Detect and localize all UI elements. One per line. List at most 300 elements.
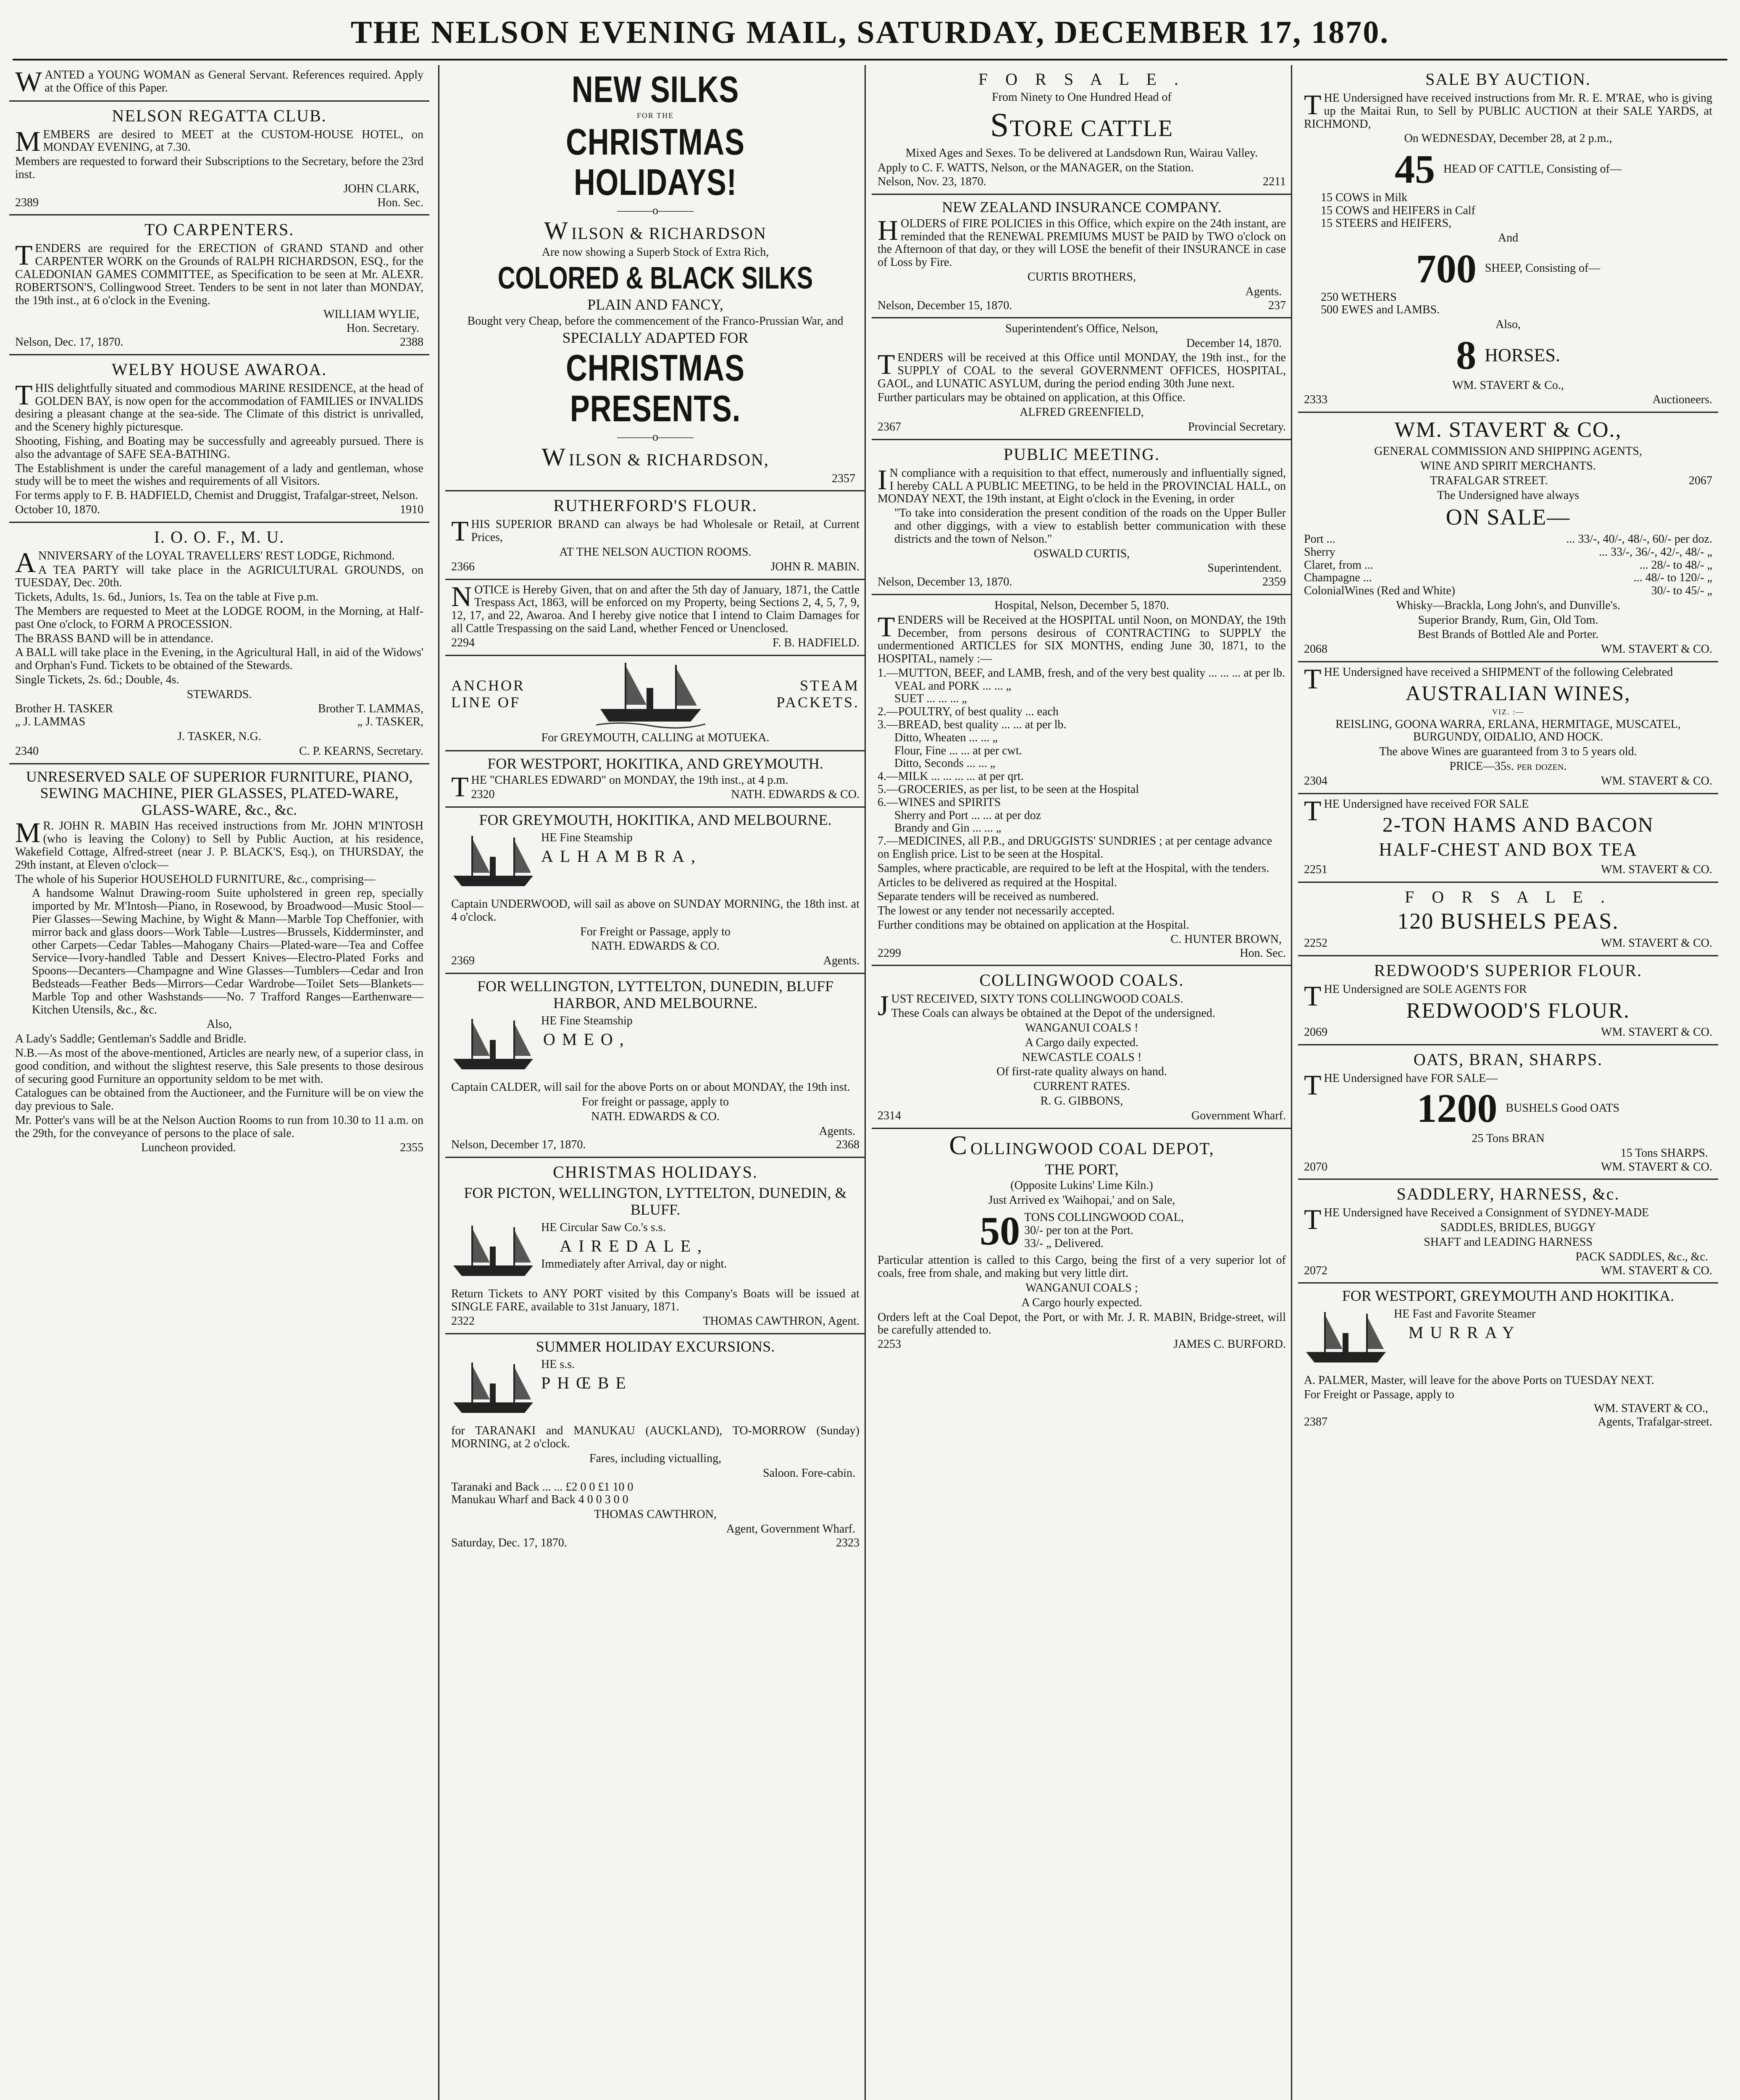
ad-text: HE Undersigned have Received a Consignment of SYDNEY-MADE [1324, 1206, 1649, 1220]
hospital-item: Brandy and Gin ... ... „ [894, 822, 1001, 835]
ad-text: 33/- „ Delivered. [1024, 1236, 1104, 1250]
ad-text: HE Fine Steamship [541, 831, 633, 845]
signature: CURTIS BROTHERS, [1027, 270, 1136, 284]
ad-sale-by-auction [1298, 65, 1718, 413]
ad-text: A Cargo daily expected. [1025, 1036, 1139, 1049]
ad-text: For Freight or Passage, apply to [580, 925, 731, 938]
ad-text: Best Brands of Bottled Ale and Porter. [1417, 628, 1599, 641]
signature: JOHN CLARK, [343, 182, 419, 195]
drop-cap: W [544, 216, 569, 244]
ad-text: These Coals can always be obtained at the Depot of the undersigned. [891, 1007, 1215, 1020]
ship-name: OMEO, [543, 1030, 631, 1049]
drop-cap: T [1304, 663, 1322, 695]
ad-text: UST RECEIVED, SIXTY TONS COLLINGWOOD COALS. [891, 992, 1183, 1006]
signature-title: Government Wharf. [1191, 1109, 1286, 1122]
ad-title: OLLINGWOOD COAL DEPOT, [970, 1139, 1214, 1158]
ad-title: SUMMER HOLIDAY EXCURSIONS. [536, 1338, 775, 1355]
signature-title: Hon. Sec. [377, 196, 423, 209]
ad-number: 2304 [1304, 774, 1327, 788]
signature: R. G. GIBBONS, [1040, 1095, 1123, 1108]
signature: JAMES C. BURFORD. [1173, 1338, 1286, 1351]
wine-row [1304, 533, 1712, 546]
ad-text: HEAD OF CATTLE, Consisting of— [1443, 162, 1622, 176]
ad-murray [1298, 1284, 1718, 1434]
steamship-icon [451, 832, 535, 895]
ad-text: On WEDNESDAY, December 28, at 2 p.m., [1404, 132, 1612, 145]
ad-number: 2070 [1304, 1160, 1327, 1173]
ad-text: Single Tickets, 2s. 6d.; Double, 4s. [15, 673, 179, 686]
ad-text: The Members are requested to Meet at the LODGE ROOM, in the Morning, at Half-past One o'clock, to FORM A PROCESSION. [15, 604, 423, 631]
signature-title: Agents, Trafalgar-street. [1598, 1415, 1712, 1429]
ad-text: FOR THE [636, 111, 674, 120]
ad-text: N compliance with a requisition to that effect, numerously and influentially signed, I hereby CALL A PUBLIC MEETING, to be held in the PROVINCIAL HALL, on MONDAY NEXT, the 19th instant, at Eight o'clock in the Evening, in order [878, 466, 1286, 506]
ad-text: 25 Tons BRAN [1472, 1132, 1545, 1145]
ship-name: ALHAMBRA, [541, 846, 702, 866]
ad-number: 2367 [878, 420, 901, 433]
ad-text: NEWCASTLE COALS ! [1022, 1050, 1142, 1064]
ad-text: From Ninety to One Hundred Head of [992, 91, 1172, 104]
steamship-icon [451, 1015, 535, 1078]
list-item: 250 WETHERS [1321, 290, 1397, 304]
ad-insurance [872, 195, 1292, 318]
hospital-item: 7.—MEDICINES, all P.B., and DRUGGISTS' SUNDRIES ; at per centage advance on English price. List to be seen at the Hospital. [878, 835, 1272, 861]
wine-price: ... 33/-, 40/-, 48/-, 60/- per doz. [1566, 532, 1712, 546]
ad-text: Members are requested to forward their Subscriptions to the Secretary, before the 23rd inst. [15, 155, 423, 181]
ad-number: 2387 [1304, 1415, 1327, 1429]
ad-wanted [9, 65, 429, 102]
signature: WILLIAM WYLIE, [323, 308, 419, 321]
ad-number-large: 700 [1416, 246, 1477, 291]
ad-title: CHRISTMAS HOLIDAYS. [553, 1163, 758, 1182]
ad-text: A BALL will take place in the Evening, in the Agricultural Hall, in aid of the Widows' and Orphan's Fund. Tickets to be obtained of the Stewards. [15, 646, 423, 672]
ad-text: HE Undersigned have received a SHIPMENT of the following Celebrated [1324, 666, 1673, 679]
ad-text: Catalogues can be obtained from the Auctioneer, and the Furniture will be on view the day previous to Sale. [15, 1087, 423, 1113]
ad-title: F O R S A L E . [1405, 887, 1611, 906]
ad-number: 2211 [1263, 175, 1286, 189]
ad-text: The Establishment is under the careful management of a lady and gentleman, whose study will be to meet the wishes and requirements of all Visitors. [15, 462, 423, 488]
ad-text: The lowest or any tender not necessarily accepted. [878, 904, 1115, 918]
ad-omeo [445, 974, 865, 1158]
drop-cap: T [15, 239, 33, 271]
hospital-item: 4.—MILK ... ... ... ... at per qrt. [878, 770, 1024, 783]
ad-number: 1910 [400, 503, 423, 516]
hospital-item: Ditto, Seconds ... ... „ [894, 757, 996, 770]
ad-text: for TARANAKI and MANUKAU (AUCKLAND), TO-MORROW (Sunday) MORNING, at 2 o'clock. [451, 1424, 859, 1451]
ad-hams-bacon [1298, 794, 1718, 883]
ad-number-large: 45 [1395, 147, 1435, 192]
ad-date: Nelson, December 13, 1870. [878, 575, 1012, 589]
ad-date: Nelson, Nov. 23, 1870. [878, 175, 986, 189]
ad-text: SHEEP, Consisting of— [1485, 262, 1601, 275]
ad-date: Saturday, Dec. 17, 1870. [451, 1536, 567, 1549]
steward: Brother H. TASKER [15, 702, 113, 716]
ad-title: NELSON REGATTA CLUB. [112, 106, 327, 125]
wine-row [1304, 559, 1712, 572]
steward: Brother T. LAMMAS, [318, 702, 423, 716]
signature-title: Hon. Sec. [1240, 946, 1286, 960]
ad-title: FOR WELLINGTON, LYTTELTON, DUNEDIN, BLUFF HARBOR, AND MELBOURNE. [477, 978, 834, 1011]
ad-text: HE Undersigned have FOR SALE— [1324, 1071, 1498, 1085]
ad-text: The Undersigned have always [1437, 488, 1580, 502]
ad-text: BUSHELS Good OATS [1506, 1101, 1620, 1115]
hospital-item: SUET ... ... ... „ [894, 692, 967, 706]
wine-row [1304, 572, 1712, 585]
wine-price: ... 48/- to 120/- „ [1633, 571, 1712, 585]
ad-text: WINE AND SPIRIT MERCHANTS. [1420, 459, 1596, 473]
ad-date: Nelson, December 15, 1870. [878, 299, 1012, 312]
ad-text: Particular attention is called to this Cargo, being the first of a very superior lot of coals, free from shale, and making but very little dirt. [878, 1254, 1286, 1280]
wine-price: ... 33/-, 36/-, 42/-, 48/- „ [1599, 545, 1712, 559]
ad-date: October 10, 1870. [15, 503, 100, 516]
ad-text: TRAFALGAR STREET. [1430, 474, 1548, 487]
firm-name: ILSON & RICHARDSON, [568, 450, 769, 469]
ad-text: Further conditions may be obtained on application at the Hospital. [878, 919, 1189, 932]
ad-phoebe [445, 1334, 865, 1555]
ad-text: Articles to be delivered as required at the Hospital. [878, 876, 1117, 889]
ad-text: CURRENT RATES. [1033, 1080, 1130, 1093]
signature: WM. STAVERT & CO. [1601, 1160, 1712, 1173]
column-3 [872, 65, 1292, 2100]
ad-text: PACK SADDLES, &c., &c. [1575, 1250, 1708, 1263]
ad-text: Captain CALDER, will sail for the above Ports on or about MONDAY, the 19th inst. [451, 1081, 850, 1094]
ad-text: For freight or passage, apply to [582, 1095, 729, 1109]
drop-cap: W [15, 66, 42, 97]
ad-number: 2320 [471, 788, 495, 801]
ad-text: SPECIALLY ADAPTED FOR [562, 329, 749, 346]
column-1 [9, 65, 429, 2100]
drop-cap: T [451, 515, 469, 547]
signature-title: Agents. [823, 954, 859, 968]
steamship-icon [451, 1221, 535, 1284]
ad-text: ANCHOR [451, 677, 526, 694]
ad-headline: CHRISTMAS PRESENTS. [566, 347, 745, 429]
ad-number-large: 1200 [1417, 1086, 1498, 1131]
ad-text: The above Wines are guaranteed from 3 to 5 years old. [1379, 745, 1637, 759]
ad-number-large: 50 [980, 1208, 1020, 1253]
signature: WM. STAVERT & CO., [1594, 1402, 1708, 1415]
ad-number: 2389 [15, 196, 39, 209]
drop-cap: T [1304, 89, 1322, 121]
hospital-item: Ditto, Wheaten ... ... „ [894, 731, 998, 744]
ad-text: PRICE—35s. per dozen. [1449, 760, 1567, 773]
signature-title: Agent, Government Wharf. [726, 1522, 855, 1536]
ad-airedale [445, 1158, 865, 1334]
drop-cap: H [878, 214, 899, 246]
ad-text: N.B.—As most of the above-mentioned, Articles are nearly new, of a superior class, in good condition, and without the slightest reserve, this Sale presents to those desirous of securing good Furniture an opportunity seldom to be met with. [15, 1047, 423, 1086]
ad-text: HE Undersigned have received FOR SALE [1324, 797, 1529, 811]
ad-text: STEAM [799, 677, 859, 694]
ship-name: PHŒBE [541, 1373, 633, 1393]
drop-cap: T [1304, 1068, 1322, 1101]
hospital-item: 1.—MUTTON, BEEF, and LAMB, fresh, and of the very best quality ... ... ... at per lb. [878, 666, 1285, 680]
ad-collingwood-coals [872, 966, 1292, 1129]
ad-title: WELBY HOUSE AWAROA. [111, 360, 327, 379]
ad-text: SADDLES, BRIDLES, BUGGY [1440, 1221, 1596, 1234]
ad-number: 2253 [878, 1338, 901, 1351]
ad-number: 2333 [1304, 393, 1327, 407]
ad-text: WANGANUI COALS ! [1025, 1021, 1138, 1035]
ad-silks [445, 65, 865, 491]
ad-number-large: 8 [1456, 332, 1477, 378]
masthead-rule [13, 59, 1727, 60]
wine-name: Claret, from ... [1304, 558, 1373, 572]
signature: F. B. HADFIELD. [773, 636, 859, 649]
ad-text: Shooting, Fishing, and Boating may be successfully and agreeably pursued. There is also the advantage of SAFE SEA-BATHING. [15, 434, 423, 461]
ad-text: "To take into consideration the present condition of the roads on the Upper Buller and other diggings, with a view to establish better communication with these districts and the town of Nelson." [894, 507, 1286, 546]
drop-cap: I [878, 463, 887, 496]
steward: J. TASKER, N.G. [177, 730, 261, 743]
drop-cap: T [878, 610, 895, 643]
ad-headline: ON SALE— [1446, 504, 1571, 530]
ad-title: I. O. O. F., M. U. [154, 527, 285, 546]
signature: ALFRED GREENFIELD, [1020, 406, 1144, 419]
ad-number: 2067 [1689, 474, 1712, 487]
ad-anchor-line [445, 656, 865, 752]
ad-redwood-flour [1298, 956, 1718, 1045]
signature: WM. STAVERT & CO. [1601, 1264, 1712, 1277]
ad-number: 2355 [400, 1141, 423, 1154]
ad-text: Apply to C. F. WATTS, Nelson, or the MANAGER, on the Station. [878, 161, 1194, 174]
ad-headline: COLORED & BLACK SILKS [497, 260, 813, 295]
hospital-item: Sherry and Port ... ... at per doz [894, 808, 1041, 822]
ad-number: 2323 [836, 1536, 859, 1549]
ad-trespass [445, 580, 865, 656]
ad-charles-edward [445, 751, 865, 807]
ad-text: HIS delightfully situated and commodious MARINE RESIDENCE, at the head of GOLDEN BAY, is now open for the accommodation of FAMILIES or INVALIDS desiring a pleasant change at the sea-side. The Climate of this district is unrivalled, and the Scenery highly picturesque. [15, 381, 423, 434]
masthead: THE NELSON EVENING MAIL, SATURDAY, DECEMBER 17, 1870. [350, 15, 1390, 50]
ad-text: HORSES. [1485, 344, 1560, 365]
drop-cap: T [1304, 794, 1322, 827]
ad-text: GENERAL COMMISSION AND SHIPPING AGENTS, [1374, 445, 1642, 458]
ad-welby-house [9, 355, 429, 523]
signature: WM. STAVERT & Co., [1452, 378, 1564, 392]
ad-headline: 2-TON HAMS AND BACON [1382, 813, 1654, 837]
ad-store-cattle: F O R S A L E . From Ninety to One Hundred Head of STORE CATTLE Mixed Ages and Sexes. To be delivered at Landsdown Run, Wairau Valley. Apply to C. F. WATTS, Nelson, or the MANAGER, on the Station. Nelson, Nov. 23, 1870. 2211 [872, 65, 1292, 195]
ad-text: REISLING, GOONA WARRA, ERLANA, HERMITAGE, MUSCATEL, BURGUNDY, OIDALIO, AND HOCK. [1335, 717, 1681, 744]
signature: WM. STAVERT & CO. [1601, 1025, 1712, 1039]
signature: JOHN R. MABIN. [770, 560, 859, 573]
ad-flour [445, 491, 865, 580]
ad-text: ENDERS will be received at this Office until MONDAY, the 19th inst., for the SUPPLY of COAL to the several GOVERNMENT OFFICES, HOSPITAL, GAOL, and LUNATIC ASYLUM, during the period ending 30th June next. [878, 351, 1286, 390]
ad-date: Nelson, December 17, 1870. [451, 1138, 586, 1152]
ad-text: HE Fine Steamship [541, 1014, 633, 1028]
ad-text: Also, [207, 1018, 232, 1031]
separator: ———o——— [617, 204, 694, 218]
ad-text: EMBERS are desired to MEET at the CUSTOM-HOUSE HOTEL, on MONDAY EVENING, at 7.30. [43, 128, 423, 154]
drop-cap: T [1304, 1203, 1322, 1236]
ad-number: 2252 [1304, 937, 1327, 950]
ad-title: OATS, BRAN, SHARPS. [1413, 1050, 1603, 1069]
ad-title: FOR WESTPORT, GREYMOUTH AND HOKITIKA. [1342, 1287, 1674, 1305]
ad-number: 2069 [1304, 1025, 1327, 1039]
ad-text: NNIVERSARY of the LOYAL TRAVELLERS' REST LODGE, Richmond. [38, 549, 395, 562]
ad-oddfellows [9, 523, 429, 764]
ad-number: 2369 [451, 954, 475, 968]
ad-text: TONS COLLINGWOOD COAL, [1024, 1211, 1184, 1224]
ad-text: THE PORT, [1045, 1160, 1119, 1178]
ad-text: Further particulars may be obtained on application, at this Office. [878, 391, 1185, 404]
ad-hospital [872, 595, 1292, 966]
ad-title: SALE BY AUCTION. [1425, 70, 1591, 89]
wine-name: Port ... [1304, 532, 1335, 546]
drop-cap: N [451, 580, 472, 612]
ad-number: 2340 [15, 744, 39, 758]
ad-text: A Cargo hourly expected. [1021, 1296, 1142, 1309]
ad-text: HE "CHARLES EDWARD" on MONDAY, the 19th inst., at 4 p.m. [471, 773, 789, 787]
ad-title: F O R S A L E . [978, 70, 1185, 89]
ad-text: SHAFT and LEADING HARNESS [1424, 1235, 1593, 1249]
signature-title: Agents. [819, 1124, 855, 1138]
ad-date: December 14, 1870. [1186, 337, 1282, 350]
ad-text: Whisky—Brackla, Long John's, and Dunville's. [1396, 598, 1620, 612]
ad-saddlery [1298, 1180, 1718, 1284]
signature-title: Superintendent. [1207, 562, 1282, 575]
list-item: 15 STEERS and HEIFERS, [1321, 217, 1452, 230]
ad-number: 2068 [1304, 643, 1327, 656]
ad-text: Return Tickets to ANY PORT visited by this Company's Boats will be issued at SINGLE FARE, available to 31st January, 1871. [451, 1287, 859, 1314]
drop-cap: W [541, 443, 566, 471]
separator: ———o——— [617, 430, 694, 444]
ad-title: RUTHERFORD'S FLOUR. [553, 496, 757, 515]
signature: THOMAS CAWTHRON, Agent. [703, 1315, 859, 1328]
ad-oats-bran [1298, 1045, 1718, 1180]
ad-text: HE s.s. [541, 1358, 575, 1371]
secretary: C. P. KEARNS, Secretary. [299, 744, 423, 758]
ad-text: OLDERS of FIRE POLICIES in this Office, which expire on the 24th instant, are reminded that the RENEWAL PREMIUMS MUST be PAID by TWO o'clock on the Afternoon of that day, or they will LOSE the benefit of their INSURANCE in case of Loss by Fire. [878, 217, 1286, 269]
ad-text: PLAIN AND FANCY, [587, 296, 723, 313]
ad-text: 15 Tons SHARPS. [1620, 1146, 1708, 1160]
ad-number: 2368 [836, 1138, 859, 1152]
ad-number: 2299 [878, 946, 901, 960]
ad-number: 2322 [451, 1315, 475, 1328]
signature: WM. STAVERT & CO. [1601, 643, 1712, 656]
ad-text: Fares, including victualling, [589, 1452, 722, 1465]
wine-name: ColonialWines (Red and White) [1304, 584, 1455, 598]
ad-title: PUBLIC MEETING. [1003, 444, 1160, 464]
signature: WM. STAVERT & CO. [1601, 774, 1712, 788]
drop-cap: T [1304, 979, 1322, 1012]
list-item: 15 COWS and HEIFERS in Calf [1321, 204, 1475, 217]
firm-name: WM. STAVERT & CO., [1394, 418, 1622, 442]
ad-text: LINE OF [451, 693, 520, 711]
ad-text: ENDERS will be Received at the HOSPITAL until Noon, on MONDAY, the 19th December, from persons desirous of CONTRACTING to SUPPLY the undermentioned ARTICLES for SIX MONTHS, ending June 30, 1871, to the HOSPITAL, namely :— [878, 613, 1286, 666]
wine-price: ... 28/- to 48/- „ [1639, 558, 1712, 572]
hospital-item: 2.—POULTRY, of best quality ... each [878, 705, 1059, 719]
ad-number: 2357 [832, 472, 855, 485]
drop-cap: T [878, 348, 895, 380]
hospital-item: Flour, Fine ... ... at per cwt. [894, 744, 1022, 757]
ad-text: HE Fast and Favorite Steamer [1394, 1307, 1536, 1320]
ad-text: Luncheon provided. [141, 1141, 236, 1154]
hospital-item: VEAL and PORK ... ... „ [894, 679, 1012, 693]
ad-text: For GREYMOUTH, CALLING at MOTUEKA. [541, 731, 770, 744]
wine-row [1304, 546, 1712, 559]
steamship-icon [596, 659, 705, 730]
ad-text: Bought very Cheap, before the commencement of the Franco-Prussian War, and [467, 314, 844, 328]
ad-date: Hospital, Nelson, December 5, 1870. [994, 598, 1169, 612]
signature: WM. STAVERT & CO. [1601, 863, 1712, 876]
ad-text: Also, [1496, 318, 1521, 331]
ad-text: HE Circular Saw Co.'s s.s. [541, 1221, 666, 1234]
ad-text: The whole of his Superior HOUSEHOLD FURNITURE, &c., comprising— [15, 872, 376, 886]
ad-text: Orders left at the Coal Depot, the Port, or with Mr. J. R. MABIN, Bridge-street, will be carefully attended to. [878, 1310, 1286, 1337]
signature: OSWALD CURTIS, [1033, 547, 1130, 560]
ad-text: VIZ. :— [1492, 707, 1524, 716]
ad-furniture-sale [9, 764, 429, 1160]
signature: WM. STAVERT & CO. [1601, 937, 1712, 950]
ad-text: HIS SUPERIOR BRAND can always be had Wholesale or Retail, at Current Prices, [471, 518, 859, 544]
ad-coal-tender [872, 318, 1292, 440]
ad-text: Mr. Potter's vans will be at the Nelson Auction Rooms to run from 10.30 to 11 a.m. on the 29th, for the conveyance of persons to the place of sale. [15, 1113, 423, 1140]
ad-text: Superior Brandy, Rum, Gin, Old Tom. [1418, 613, 1598, 627]
drop-cap: T [451, 770, 469, 803]
signature: C. HUNTER BROWN, [1170, 932, 1282, 946]
column-4 [1298, 65, 1718, 2100]
ad-headline: CHRISTMAS HOLIDAYS! [566, 121, 745, 203]
list-item: 15 COWS in Milk [1321, 191, 1408, 204]
hospital-item: 5.—GROCERIES, as per list, to be seen at the Hospital [878, 783, 1139, 796]
hospital-item: 6.—WINES and SPIRITS [878, 795, 1001, 809]
ad-text: PACKETS. [776, 693, 859, 711]
ad-text: Are now showing a Superb Stock of Extra Rich, [541, 245, 769, 259]
ad-text: Mixed Ages and Sexes. To be delivered at Landsdown Run, Wairau Valley. [905, 146, 1258, 160]
ad-alhambra [445, 808, 865, 974]
wine-row [1304, 585, 1712, 598]
ad-text: ENDERS are required for the ERECTION of GRAND STAND and other CARPENTER WORK on the Grounds of RALPH RICHARDSON, ESQ., for the CALEDONIAN GAMES COMMITTEE, as Specification to be seen at Mr. ALEXR. ROBERTSON'S, Collingwood Street. Tenders to be sent in not later than MONDAY, the 19th inst., at 6 o'clock in the Evening. [15, 242, 423, 307]
ad-text: Superintendent's Office, Nelson, [1005, 322, 1158, 336]
ad-title: COLLINGWOOD COALS. [979, 971, 1184, 990]
ad-text: 30/- per ton at the Port. [1024, 1224, 1133, 1237]
ad-text: (Opposite Lukins' Lime Kiln.) [1010, 1179, 1153, 1192]
ad-text: OTICE is Hereby Given, that on and after the 5th day of January, 1871, the Cattle Trespass Act, 1863, will be enforced on my Property, being Sections 2, 4, 5, 7, 9, 12, 17, and 22, Awaroa. And I hereby give notice that I intend to Claim Damages for all Cattle Trespassing on the said Land, whether Fenced or Unenclosed. [451, 583, 859, 635]
ad-headline: TORE CATTLE [1009, 115, 1174, 142]
ad-text: AT THE NELSON AUCTION ROOMS. [559, 545, 752, 559]
ad-headline: HALF-CHEST AND BOX TEA [1379, 839, 1637, 860]
ad-title: FOR PICTON, WELLINGTON, LYTTELTON, DUNEDIN, & BLUFF. [464, 1184, 847, 1218]
drop-cap: C [949, 1130, 968, 1160]
ad-text: Of first-rate quality always on hand. [996, 1065, 1167, 1079]
ad-title: FOR WESTPORT, HOKITIKA, AND GREYMOUTH. [487, 755, 823, 772]
ad-text: Captain UNDERWOOD, will sail as above on SUNDAY MORNING, the 18th inst. at 4 o'clock. [451, 898, 859, 924]
drop-cap: A [15, 546, 36, 578]
ad-number: 2294 [451, 636, 475, 649]
column-2 [445, 65, 865, 2100]
ad-title: SADDLERY, HARNESS, &c. [1396, 1184, 1620, 1204]
signature-title: Agents. [1245, 285, 1282, 298]
steamship-icon [451, 1358, 535, 1421]
signature-title: Auctioneers. [1652, 393, 1712, 407]
steamship-icon [1304, 1308, 1388, 1371]
ad-text: R. JOHN R. MABIN Has received instructions from Mr. JOHN M'INTOSH (who is leaving the Colony) to Sell by Public Auction, at his residence, Wakefield Cottage, Alfred-street (near J. P. BLACK'S, Esq.), on THURSDAY, the 29th instant, at Eleven o'clock— [15, 819, 423, 872]
ad-title: FOR GREYMOUTH, HOKITIKA, AND MELBOURNE. [479, 811, 832, 828]
ad-text: Immediately after Arrival, day or night. [541, 1257, 727, 1271]
ad-text: HE Undersigned have received instructions from Mr. R. E. M'RAE, who is giving up the Maitai Run, to Sell by PUBLIC AUCTION at their SALE YARDS, at RICHMOND, [1304, 92, 1712, 131]
ship-name: MURRAY [1408, 1323, 1521, 1342]
ad-headline: 120 BUSHELS PEAS. [1397, 908, 1619, 934]
ad-text: Tickets, Adults, 1s. 6d., Juniors, 1s. Tea on the table at Five p.m. [15, 591, 319, 604]
firm-name: ILSON & RICHARDSON [571, 223, 767, 243]
ad-regatta [9, 102, 429, 216]
drop-cap: T [15, 378, 33, 411]
drop-cap: J [878, 990, 889, 1022]
ad-carpenters [9, 215, 429, 355]
drop-cap: M [15, 816, 41, 849]
ad-number: 2314 [878, 1109, 901, 1122]
ad-public-meeting [872, 440, 1292, 595]
ship-name: AIREDALE, [560, 1236, 709, 1256]
ad-text: WANGANUI COALS ; [1025, 1281, 1138, 1294]
ad-text: A Lady's Saddle; Gentleman's Saddle and Bridle. [15, 1032, 247, 1046]
